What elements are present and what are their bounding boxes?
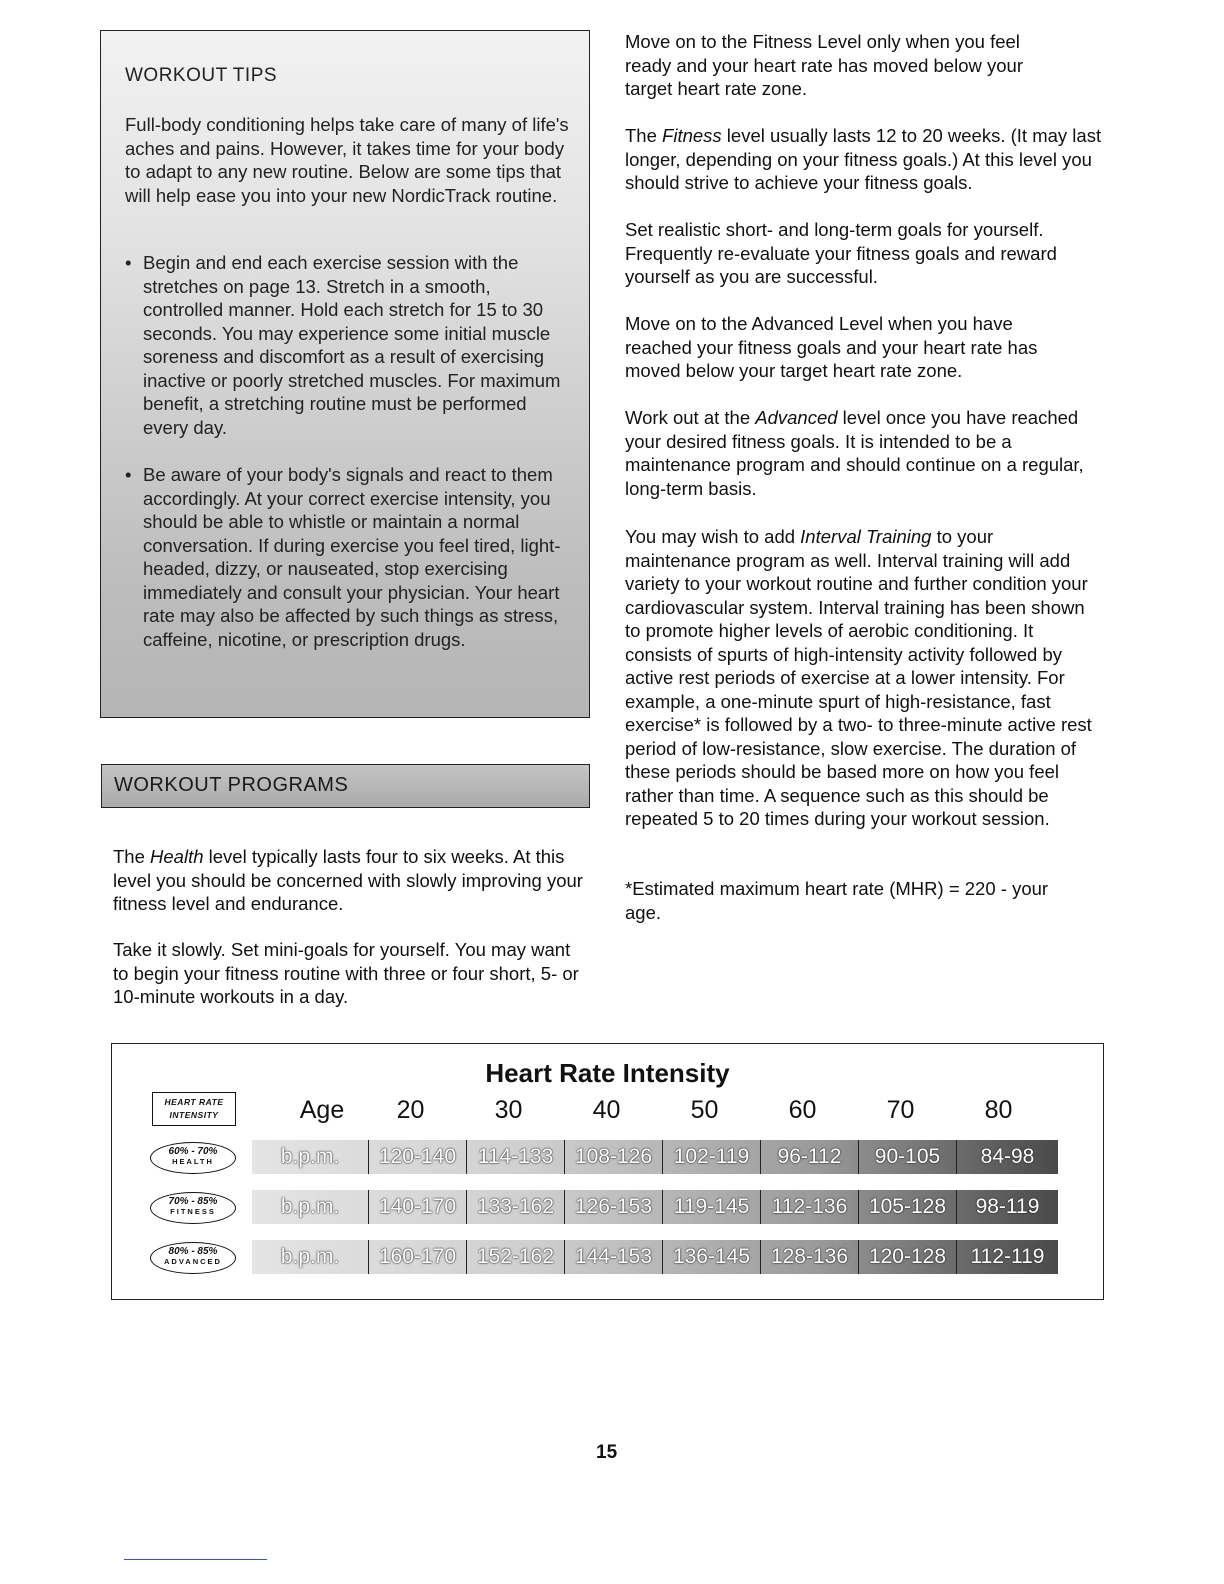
workout-programs-title: WORKOUT PROGRAMS xyxy=(114,774,349,796)
text-run: The xyxy=(625,125,663,146)
fitness-level-badge xyxy=(150,1192,236,1224)
bpm-cell: 102-119 xyxy=(662,1140,760,1174)
bullet-icon: • xyxy=(125,464,132,485)
interval-training-paragraph xyxy=(625,525,1100,831)
page-number: 15 xyxy=(596,1442,618,1463)
bpm-cell: 144-153 xyxy=(564,1240,662,1274)
bpm-cell: 152-162 xyxy=(466,1240,564,1274)
bpm-cell: 108-126 xyxy=(564,1140,662,1174)
bpm-cell: 126-153 xyxy=(564,1190,662,1224)
label-line-1: HEART RATE xyxy=(164,1097,224,1107)
advanced-bpm-row xyxy=(252,1240,1058,1274)
bpm-cell: 84-98 xyxy=(956,1140,1058,1174)
advanced-level-badge xyxy=(150,1242,236,1274)
workout-programs-header xyxy=(101,764,590,808)
interval-training-term: Interval Training xyxy=(800,526,932,547)
workout-tip-stretching xyxy=(125,251,573,439)
take-it-slowly-paragraph: Take it slowly. Set mini-goals for yourself. You may want to begin your fitness routine with three or four short, 5- or 10-minute workouts in a day. xyxy=(113,939,579,1007)
bpm-cell: 128-136 xyxy=(760,1240,858,1274)
bpm-cell: 90-105 xyxy=(858,1140,956,1174)
workout-tips-title: WORKOUT TIPS xyxy=(125,65,278,86)
age-header-cell: 20 xyxy=(396,1096,425,1124)
bpm-cell: 105-128 xyxy=(858,1190,956,1224)
bpm-cell: 160-170 xyxy=(368,1240,466,1274)
bpm-cell: 96-112 xyxy=(760,1140,858,1174)
text-run: to your maintenance program as well. Interval training will add variety to your workout routine and further condition your cardiovascular system. Interval training has been shown to promote higher levels of aerobic conditioning. It consists of spurts of high-intensity activity followed by active rest periods of exercise at a lower intensity. For example, a one-minute spurt of high-resistance, fast exercise* is followed by a two- to three-minute active rest period of low-resistance, slow exercise. The duration of these periods should be based more on how you feel rather than time. A sequence such as this should be repeated 5 to 20 times during your workout session. xyxy=(625,526,1092,829)
age-header-cell: 70 xyxy=(886,1096,915,1124)
bpm-cell: 98-119 xyxy=(956,1190,1058,1224)
mhr-footnote: *Estimated maximum heart rate (MHR) = 220 - your age. xyxy=(625,878,1049,923)
bpm-cell: 119-145 xyxy=(662,1190,760,1224)
age-header-cell: 40 xyxy=(592,1096,621,1124)
goals-paragraph: Set realistic short- and long-term goals for yourself. Frequently re-evaluate your fitness goals and reward yourself as you are successful. xyxy=(625,219,1057,287)
bpm-cell: 133-162 xyxy=(466,1190,564,1224)
text-run: level typically lasts four to six weeks. At this level you should be concerned with slowly improving your fitness level and endurance. xyxy=(113,846,583,914)
bpm-cell: 140-170 xyxy=(368,1190,466,1224)
workout-tip-stretching-text: Begin and end each exercise session with the stretches on page 13. Stretch in a smooth, controlled manner. Hold each stretch for 15 to 30 seconds. You may experience some initial muscle soreness and discomfort as a result of exercising inactive or poorly stretched muscles. For maximum benefit, a stretching routine must be performed every day. xyxy=(143,252,561,438)
text-run: Work out at the xyxy=(625,407,756,428)
heart-rate-intensity-table xyxy=(111,1043,1104,1300)
bpm-unit-cell: b.p.m. xyxy=(280,1145,340,1168)
bpm-cell: 136-145 xyxy=(662,1240,760,1274)
badge-name: HEALTH xyxy=(172,1157,214,1166)
bpm-cell: 112-136 xyxy=(760,1190,858,1224)
bpm-unit-cell: b.p.m. xyxy=(280,1245,340,1268)
badge-percent: 70% - 85% xyxy=(168,1196,218,1207)
workout-tip-body-signals-text: Be aware of your body's signals and react to them accordingly. At your correct exercise intensity, you should be able to whistle or maintain a normal conversation. If during exercise you feel tired, light-headed, dizzy, or nauseated, stop exercising immediately and consult your physician. Your heart rate may also be affected by such things as stress, caffeine, nicotine, or prescription drugs. xyxy=(143,464,561,650)
footer-rule xyxy=(124,1559,267,1560)
age-label: Age xyxy=(299,1096,345,1124)
heart-rate-table-title: Heart Rate Intensity xyxy=(485,1058,730,1088)
fitness-bpm-row xyxy=(252,1190,1058,1224)
workout-tips-box xyxy=(100,30,590,718)
health-level-badge xyxy=(150,1142,236,1174)
text-run: You may wish to add xyxy=(625,526,801,547)
bpm-cell: 114-133 xyxy=(466,1140,564,1174)
health-level-paragraph xyxy=(113,845,583,916)
badge-percent: 80% - 85% xyxy=(168,1246,218,1257)
advanced-level-paragraph xyxy=(625,406,1085,500)
text-run: level usually lasts 12 to 20 weeks. (It may last longer, depending on your fitness goals.) At this level you should strive to achieve your fitness goals. xyxy=(625,125,1102,193)
text-run: level once you have reached your desired fitness goals. It is intended to be a maintenance program and should continue on a regular, long-term basis. xyxy=(625,407,1084,499)
age-header-row xyxy=(112,1096,1103,1130)
health-bpm-row xyxy=(252,1140,1058,1174)
badge-name: ADVANCED xyxy=(164,1257,222,1266)
age-header-cell: 50 xyxy=(690,1096,719,1124)
age-header-cell: 60 xyxy=(788,1096,817,1124)
workout-tip-body-signals xyxy=(125,463,573,651)
text-run: The xyxy=(113,846,151,867)
badge-name: FITNESS xyxy=(170,1207,216,1216)
fitness-level-term: Fitness xyxy=(662,125,722,146)
bpm-cell: 120-128 xyxy=(858,1240,956,1274)
move-to-advanced-paragraph: Move on to the Advanced Level when you have reached your fitness goals and your heart rate has moved below your target heart rate zone. xyxy=(625,313,1038,381)
health-level-term: Health xyxy=(150,846,204,867)
label-line-2: INTENSITY xyxy=(169,1110,219,1120)
age-header-cell: 80 xyxy=(984,1096,1013,1124)
age-header-cell: 30 xyxy=(494,1096,523,1124)
bpm-cell: 120-140 xyxy=(368,1140,466,1174)
bullet-icon: • xyxy=(125,252,132,273)
fitness-level-paragraph xyxy=(625,124,1105,195)
bpm-unit-cell: b.p.m. xyxy=(280,1195,340,1218)
bpm-cell: 112-119 xyxy=(956,1240,1058,1274)
advanced-level-term: Advanced xyxy=(755,407,838,428)
badge-percent: 60% - 70% xyxy=(168,1146,218,1157)
workout-tips-intro: Full-body conditioning helps take care of many of life's aches and pains. However, it takes time for your body to adapt to any new routine. Below are some tips that will help ease you into your new NordicTrack routine. xyxy=(125,114,569,206)
move-to-fitness-paragraph: Move on to the Fitness Level only when you feel ready and your heart rate has moved below your target heart rate zone. xyxy=(625,31,1023,99)
